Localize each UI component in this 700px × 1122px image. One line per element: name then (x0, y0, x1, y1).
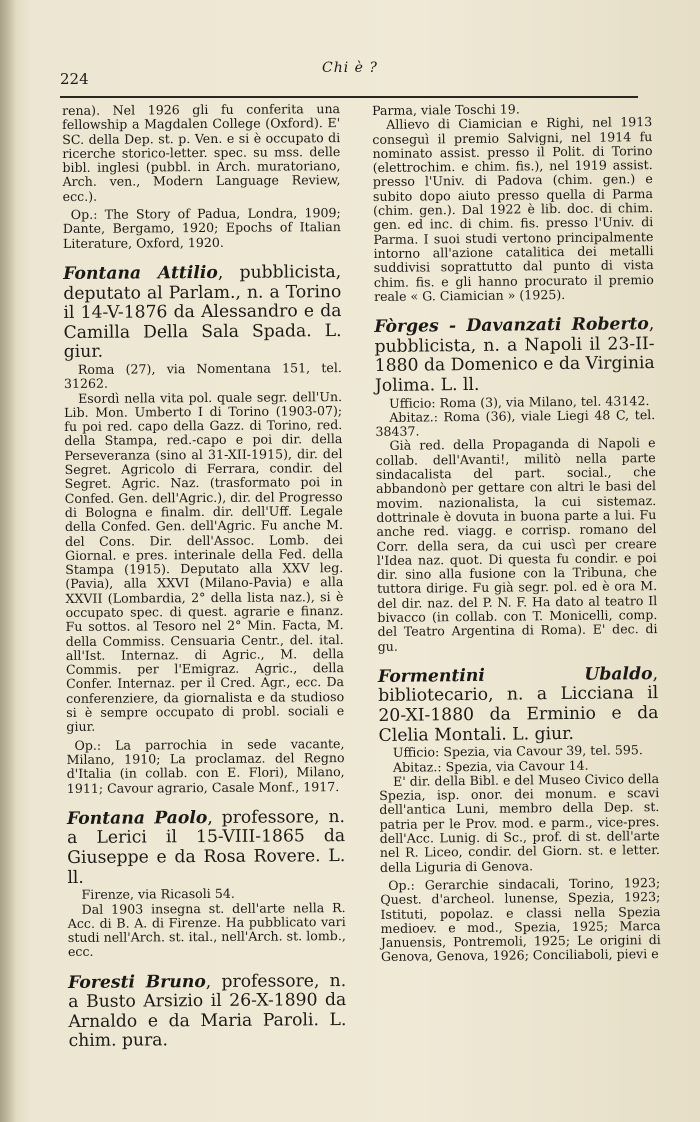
entry-foresti-bruno-heading (68, 972, 347, 1052)
continued-entry-biography: Allievo di Ciamician e Righi, nel 1913 conseguì il premio Salvigni, nel 1914 fu nominato assist. presso il Polit. di Torino (elettrochim. e chim. fis.), nel 1919 assist. presso l'Univ. di Padova (chim. gen.) e subito dopo aiuto presso quella di Parma (chim. gen.). Dal 1922 è lib. doc. di chim. gen. ed inc. di chim. fis. presso l'Univ. di Parma. I suoi studi vertono principalmente intorno all'azione catalitica dei metalli suddivisi soprattutto dal punto di vista chim. fis. e gli hanno procurato il premio reale « G. Ciamician » (1925). (372, 114, 654, 304)
entry-fontana-attilio-heading (63, 263, 342, 363)
binding-shadow (0, 0, 16, 1122)
entry-formentini-ubaldo-heading (378, 665, 659, 746)
entry-biography: Esordì nella vita pol. quale segr. dell'Un. Lib. Mon. Umberto I di Torino (1903-07); fu poi red. capo della Gazz. di Torino, red. della Stampa, red.-capo e poi dir. della Perseveranza (sino al 31-XII-1915), dir. del Segret. Agricolo di Ferrara, condir. del Segret. Agric. Naz. (trasformato poi in Confed. Gen. dell'Agric.), dir. del Progresso di Bologna e finalm. dir. dell'Uff. Legale della Confed. Gen. dell'Agric. Fu anche M. del Cons. Dir. dell'Assoc. Lomb. dei Giornal. e pres. interinale della Fed. della Stampa (1915). Deputato alla XXV leg. (Pavia), alla XXVI (Milano-Pavia) e alla XXVII (Lombardia, 2° della lista naz.), si è occupato spec. di quest. agrarie e finanz. Fu sottos. al Tesoro nel 2° Min. Facta, M. della Commiss. Censuaria Centr., del. ital. all'Ist. Internaz. di Agric., M. della Commis. per l'Emigraz. Agric., della Confer. Internaz. per il Cred. Agr., ecc. Da conferenziere, da giornalista e da studioso si è sempre occupato di probl. sociali e giur. (64, 388, 345, 735)
entry-office-address: Ufficio: Roma (3), via Milano, tel. 43142. (389, 392, 650, 411)
header-rule (60, 96, 638, 98)
entry-summary: , bibliotecario, n. a Licciana il 20-XI-1880 da Erminio e da Clelia Montali. L. giur. (378, 663, 659, 746)
entry-summary: , pubblicista, n. a Napoli il 23-II-1880 da Domenico e da Virginia Jolima. L. ll. (374, 314, 655, 396)
entry-summary: , professore, n. a Lerici il 15-VIII-1865 da Giuseppe e da Rosa Rovere. L. ll. (67, 806, 346, 888)
entry-name: Fontana Attilio (63, 262, 218, 284)
entry-biography: Dal 1903 insegna st. dell'arte nella R. Acc. di B. A. di Firenze. Ha pubblicato vari studi nell'Arch. st. ital., nell'Arch. st. lomb., ecc. (67, 899, 346, 960)
entry-forges-davanzati-heading (374, 315, 655, 396)
continued-entry-text: rena). Nel 1926 gli fu conferita una fellowship a Magdalen College (Oxford). E' SC. della Dep. st. p. Ven. e si è occupato di ricerche storico-letter. spec. su mss. delle bibl. inglesi (pubbl. in Arch. muratoriano, Arch. ven., Modern Language Review, ecc.). (61, 101, 341, 204)
page-number: 224 (60, 70, 89, 88)
entry-address: Roma (27), via Nomentana 151, tel. 31262. (63, 359, 342, 392)
entry-works: Op.: Gerarchie sindacali, Torino, 1923; Quest. d'archeol. lunense, Spezia, 1923; Istituti, popolaz. e classi nella Spezia medioev. e mod., Spezia, 1925; Marca Januensis, Pontremoli, 1925; Le origini di Genova, Genova, 1926; Conciliaboli, pievi e (380, 874, 661, 965)
entry-name: Formentini Ubaldo (377, 663, 653, 687)
left-column (62, 102, 347, 1052)
entry-name: Fòrges - Davanzati Roberto (374, 314, 649, 338)
entry-fontana-paolo-heading (67, 808, 346, 888)
running-head: Chi è ? (322, 60, 378, 76)
entry-works: Op.: La parrochia in sede vacante, Milano, 1910; La proclamaz. del Regno d'Italia (in collab. con E. Flori), Milano, 1911; Cavour agrario, Casale Monf., 1917. (66, 735, 345, 796)
page-header (60, 58, 640, 88)
entry-summary: , pubblicista, deputato al Parlam., n. a Torino il 14-V-1876 da Alessandro e da Camilla Della Sala Spada. L. giur. (63, 262, 342, 363)
entry-summary: , professore, n. a Busto Arsizio il 26-X-1890 da Arnaldo e da Maria Paroli. L. chim. pura. (68, 970, 347, 1052)
entry-home-address: Abitaz.: Spezia, via Cavour 14. (392, 757, 589, 775)
entry-office-address: Ufficio: Spezia, via Cavour 39, tel. 595. (392, 742, 643, 761)
entry-address: Firenze, via Ricasoli 54. (81, 886, 235, 903)
right-column (372, 101, 661, 965)
entry-name: Fontana Paolo (66, 807, 208, 829)
entry-home-address: Abitaz.: Roma (36), viale Liegi 48 C, tel. 38437. (375, 406, 656, 440)
entry-biography: Già red. della Propaganda di Napoli e collab. dell'Avanti!, militò nella parte sindacalista del part. social., che abbandonò per gettare con altri le basi del movim. nazionalista, la cui sistemaz. dottrinale è dovuta in buona parte a lui. Fu anche red. viagg. e corrisp. romano del Corr. della sera, da cui uscì per creare l'Idea naz. quot. Di questa fu condir. e poi dir. sino alla fusione con la Tribuna, che tuttora dirige. Fu già segr. pol. ed è ora M. del dir. naz. del P. N. F. Ha dato al teatro Il bivacco (in collab. con T. Monicelli, comp. del Teatro Argentina di Roma). E' dec. di gu. (375, 435, 658, 654)
continued-entry-address: Parma, viale Toschi 19. (371, 101, 520, 118)
entry-biography: E' dir. della Bibl. e del Museo Civico della Spezia, isp. onor. dei monum. e scavi dell'antica Luni, membro della Dep. st. patria per le Prov. mod. e parm., vice-pres. dell'Acc. Lunig. di Sc., prof. di st. dell'arte nel R. Liceo, condir. del Giorn. st. e letter. della Liguria di Genova. (379, 770, 660, 875)
continued-entry-works: Op.: The Story of Padua, Londra, 1909; Dante, Bergamo, 1920; Epochs of Italian Literature, Oxford, 1920. (62, 205, 341, 251)
entry-name: Foresti Bruno (68, 971, 206, 993)
